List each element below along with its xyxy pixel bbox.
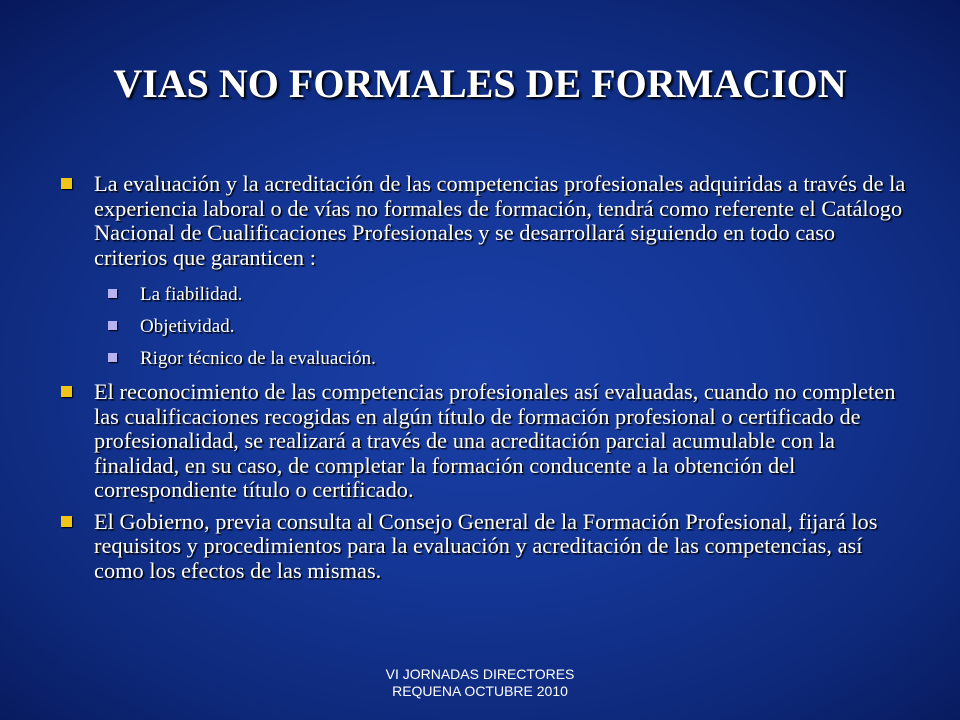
footer-line: REQUENA OCTUBRE 2010 bbox=[392, 683, 568, 699]
square-bullet-icon bbox=[61, 178, 72, 189]
bullet-text: La evaluación y la acreditación de las competencias profesionales adquiridas a través de la experiencia laboral o de vías no formales de formación, tendrá como referente el Catálogo Nacional de Cualificaciones Profesionales y se desarrollará siguiendo en todo caso criterios que garanticen : bbox=[94, 171, 906, 270]
sub-bullet-text: Objetividad. bbox=[140, 316, 235, 337]
sub-bullet-list bbox=[58, 284, 908, 370]
slide-footer bbox=[0, 666, 960, 700]
bullet-text: El Gobierno, previa consulta al Consejo General de la Formación Profesional, fijará los requisitos y procedimientos para la evaluación y acreditación de las competencias, así como los efectos de las mismas. bbox=[94, 508, 878, 583]
bullet-text: El reconocimiento de las competencias profesionales así evaluadas, cuando no completen las cualificaciones recogidas en algún título de formación profesional o certificado de profesionalidad, se realizará a través de una acreditación parcial acumulable con la finalidad, en su caso, de completar la formación conducente a la obtención del correspondiente título o certificado. bbox=[94, 379, 896, 502]
sub-bullet-text: La fiabilidad. bbox=[140, 284, 243, 305]
square-bullet-icon bbox=[61, 386, 72, 397]
square-sub-bullet-icon bbox=[108, 353, 117, 362]
bullet-item bbox=[58, 510, 908, 584]
bullet-item bbox=[58, 172, 908, 270]
square-sub-bullet-icon bbox=[108, 321, 117, 330]
sub-bullet-item bbox=[58, 284, 908, 306]
bullet-item bbox=[58, 380, 908, 503]
slide-title: VIAS NO FORMALES DE FORMACION bbox=[113, 61, 847, 106]
footer-line: VI JORNADAS DIRECTORES bbox=[385, 666, 575, 682]
slide-content bbox=[58, 172, 908, 590]
sub-bullet-item bbox=[58, 316, 908, 338]
sub-bullet-item bbox=[58, 348, 908, 370]
sub-bullet-text: Rigor técnico de la evaluación. bbox=[140, 348, 376, 369]
square-bullet-icon bbox=[61, 516, 72, 527]
square-sub-bullet-icon bbox=[108, 289, 117, 298]
